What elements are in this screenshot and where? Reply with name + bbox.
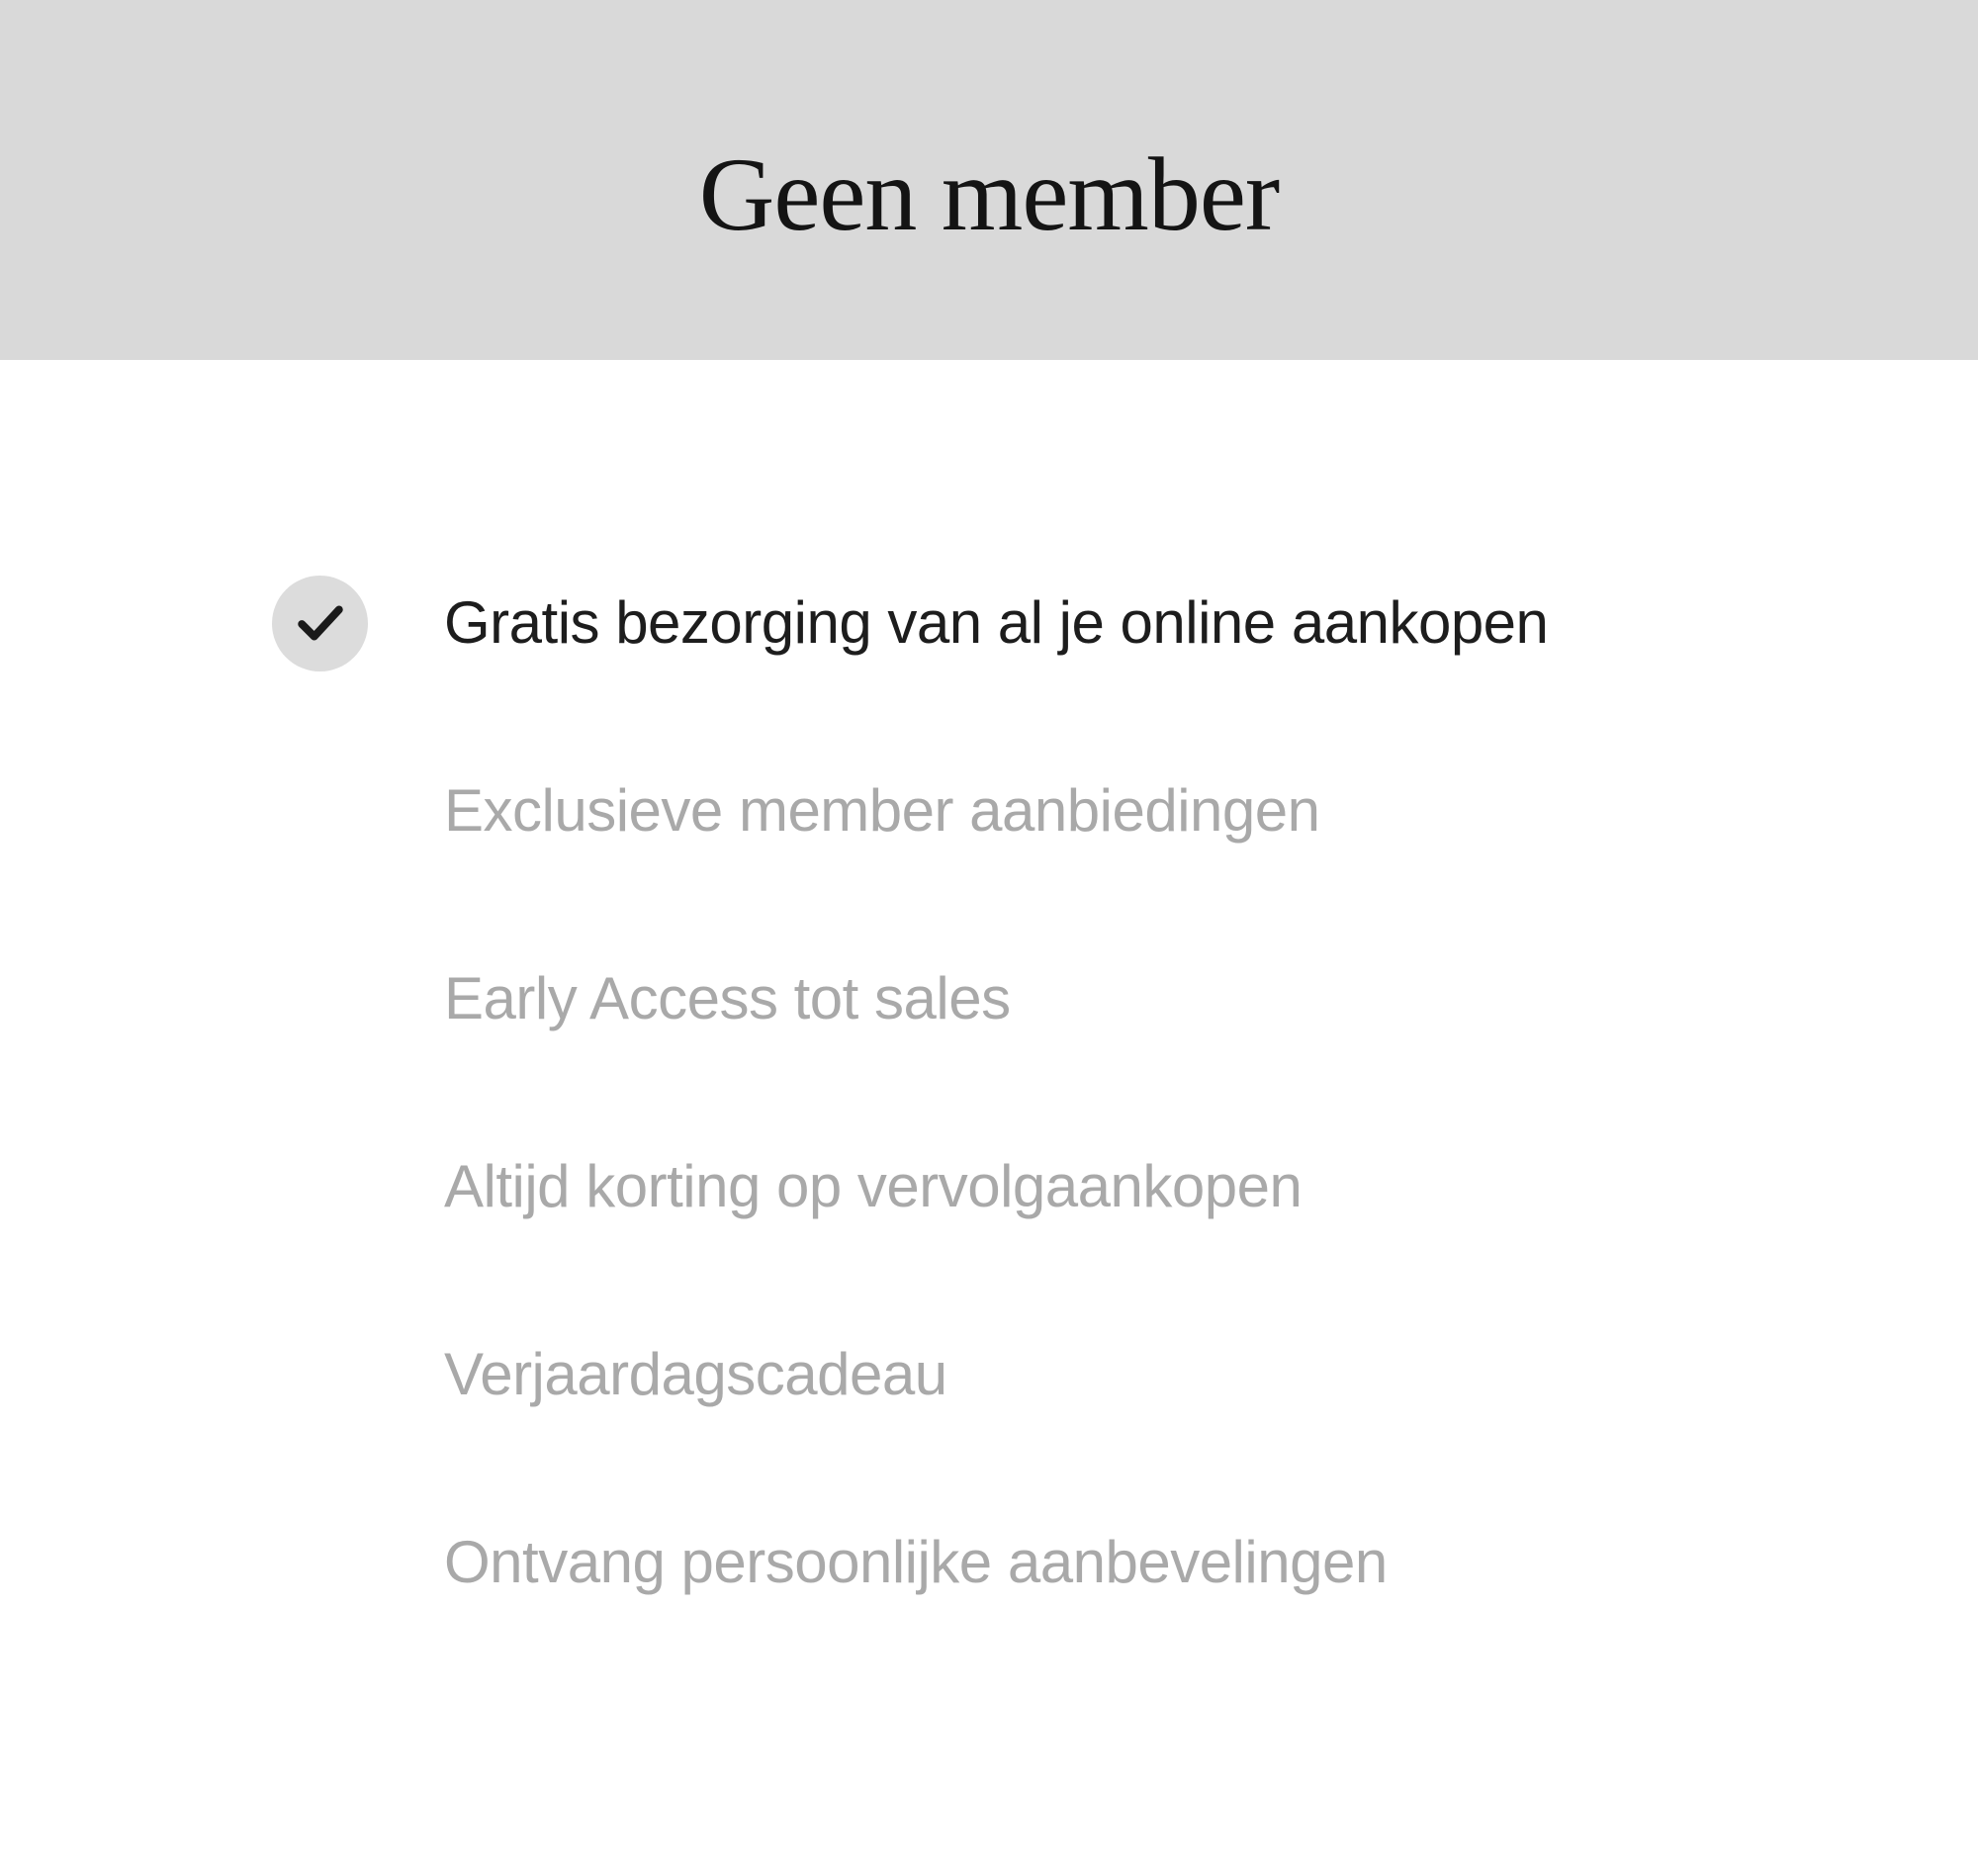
benefit-row bbox=[0, 717, 1978, 905]
benefit-label: Early Access tot sales bbox=[444, 965, 1011, 1031]
benefit-label: Ontvang persoonlijke aanbevelingen bbox=[444, 1529, 1388, 1595]
benefit-row bbox=[0, 1093, 1978, 1281]
benefit-label: Gratis bezorging van al je online aankopen bbox=[444, 589, 1549, 656]
benefit-label: Exclusieve member aanbiedingen bbox=[444, 777, 1320, 844]
benefit-row bbox=[0, 905, 1978, 1093]
check-circle bbox=[272, 576, 368, 671]
benefit-row bbox=[0, 1281, 1978, 1469]
benefit-row bbox=[0, 529, 1978, 717]
benefit-row bbox=[0, 1469, 1978, 1656]
header-band bbox=[0, 0, 1978, 360]
benefit-label: Verjaardagscadeau bbox=[444, 1341, 947, 1407]
check-icon bbox=[298, 605, 343, 641]
benefits-list bbox=[0, 529, 1978, 1656]
benefit-label: Altijd korting op vervolgaankopen bbox=[444, 1153, 1303, 1219]
page-title: Geen member bbox=[698, 136, 1280, 252]
